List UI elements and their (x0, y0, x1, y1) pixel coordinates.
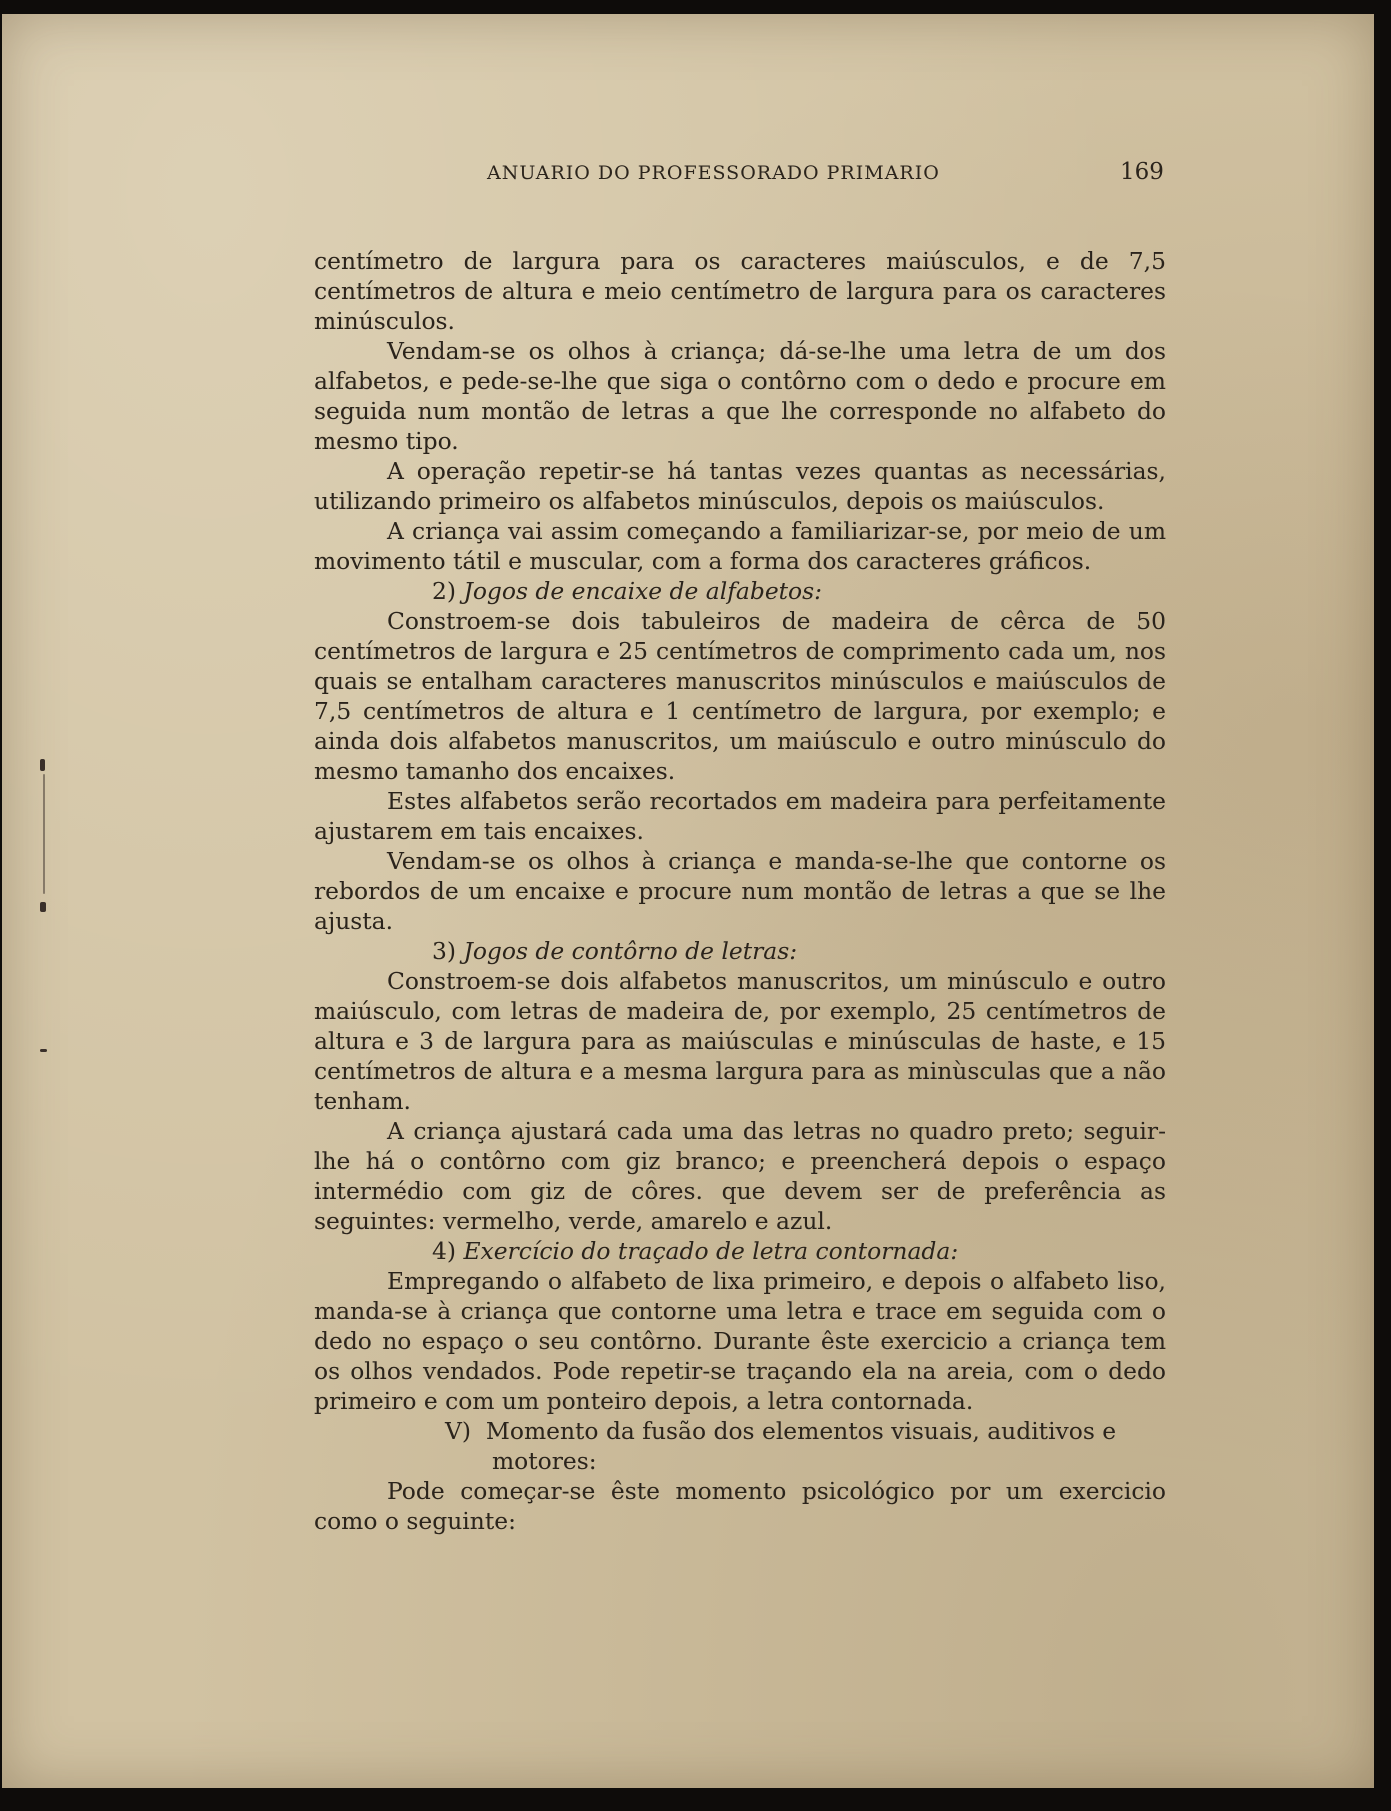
margin-mark (40, 759, 45, 771)
paragraph: Constroem-se dois alfabetos manuscritos, um minúsculo e outro maiúsculo, com letras de madeira de, por exemplo, 25 centímetros de altura e 3 de largura para as maiúsculas e minúsculas de haste, e 15 centímetros de altura e a mesma largura para as minùsculas que a não tenham. (314, 967, 1166, 1115)
body-text (314, 246, 1166, 1536)
paragraph: centímetro de largura para os caracteres maiúsculos, e de 7,5 centímetros de altura e meio centímetro de largura para os caracteres minúsculos. (314, 247, 1166, 335)
paragraph: Constroem-se dois tabuleiros de madeira de cêrca de 50 centímetros de largura e 25 centímetros de comprimento cada um, nos quais se entalham caracteres manuscritos minúsculos e maiúsculos de 7,5 centímetros de altura e 1 centímetro de largura, por exemplo; e ainda dois alfabetos manuscritos, um maiúsculo e outro minúsculo do mesmo tamanho dos encaixes. (314, 607, 1166, 785)
margin-mark (43, 774, 45, 894)
section-heading (314, 576, 1166, 606)
section-number: 3) (432, 937, 457, 965)
scanned-page (2, 14, 1374, 1788)
paragraph: A criança ajustará cada uma das letras no quadro preto; seguir-lhe há o contôrno com giz branco; e preencherá depois o espaço intermédio com giz de côres. que devem ser de preferência as seguintes: vermelho, verde, amarelo e azul. (314, 1117, 1166, 1235)
running-title: ANUARIO DO PROFESSORADO PRIMARIO (487, 162, 940, 184)
section-heading (314, 936, 1166, 966)
section-title: Momento da fusão dos elementos visuais, auditivos e motores: (485, 1417, 1117, 1475)
section-number: V) (445, 1417, 472, 1445)
paragraph: A operação repetir-se há tantas vezes quantas as necessárias, utilizando primeiro os alfabetos minúsculos, depois os maiúsculos. (314, 457, 1166, 515)
section-title: Jogos de encaixe de alfabetos: (463, 577, 823, 605)
section-title: Jogos de contôrno de letras: (463, 937, 798, 965)
section-title: Exercício do traçado de letra contornada: (463, 1237, 959, 1265)
paragraph: Estes alfabetos serão recortados em madeira para perfeitamente ajustarem em tais encaixes. (314, 787, 1166, 845)
section-number: 4) (432, 1237, 457, 1265)
section-heading (314, 1416, 1166, 1476)
section-heading (314, 1236, 1166, 1266)
paragraph: Vendam-se os olhos à criança e manda-se-lhe que contorne os rebordos de um encaixe e procure num montão de letras a que se lhe ajusta. (314, 847, 1166, 935)
paragraph: Empregando o alfabeto de lixa primeiro, e depois o alfabeto liso, manda-se à criança que contorne uma letra e trace em seguida com o dedo no espaço o seu contôrno. Durante êste exercicio a criança tem os olhos vendados. Pode repetir-se traçando ela na areia, com o dedo primeiro e com um ponteiro depois, a letra contornada. (314, 1267, 1166, 1415)
page-number: 169 (1120, 159, 1164, 185)
paragraph: A criança vai assim começando a familiarizar-se, por meio de um movimento tátil e muscular, com a forma dos caracteres gráficos. (314, 517, 1166, 575)
paragraph: Pode começar-se êste momento psicológico por um exercicio como o seguinte: (314, 1477, 1166, 1535)
margin-mark (40, 1049, 47, 1052)
margin-mark (40, 902, 46, 912)
paragraph: Vendam-se os olhos à criança; dá-se-lhe uma letra de um dos alfabetos, e pede-se-lhe que siga o contôrno com o dedo e procure em seguida num montão de letras a que lhe corresponde no alfabeto do mesmo tipo. (314, 337, 1166, 455)
section-number: 2) (432, 577, 457, 605)
